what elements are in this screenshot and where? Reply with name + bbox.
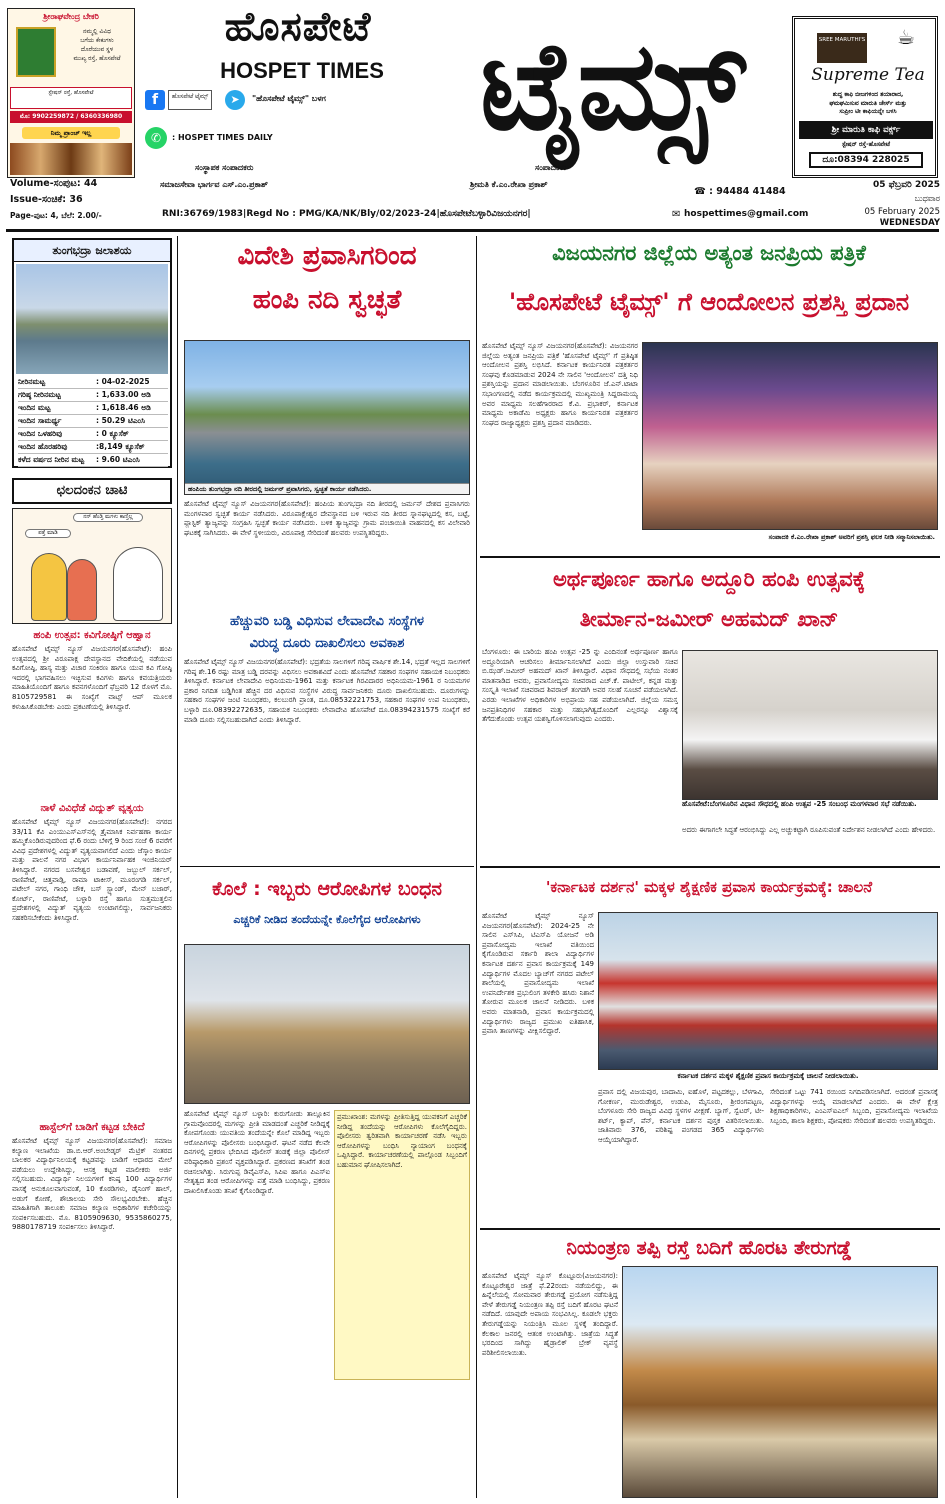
cartoon-title: ಛಲದಂಕನ ಚಾಟಿ <box>12 478 172 504</box>
right-body-3b: ಪ್ರವಾಸ ದಲ್ಲಿ ವಿಜಯಪುರ, ಬಾದಾಮಿ, ಐಹೊಳೆ, ಪಟ್ಟದಕಲ್ಲು, ಬೆಳಗಾವಿ, ಗೋಕರ್ಣ, ಮುರುಡೇಶ್ವರ, ಉಡುಪಿ, ಮೈಸೂರು, ಶ್ರೀರಂಗಪಟ್ಟಣ, ಬೆಂಗಳೂರು ಸೇರಿ ರಾಜ್ಯದ ವಿವಿಧ ಸ್ಥಳಗಳ ವೀಕ್ಷಣೆ. ಬ್ಯಾಗ್, ಸ್ವೆಟರ್, ಟೀ-ಶರ್ಟ್, ಕ್ಯಾಪ್, ಪೆನ್, ಕರ್ನಾಟಕ ದರ್ಶನ ಪುಸ್ತಕ ವಿತರಿಸಲಾಯಿತು. ಜಾತಿವಾರು 376, ಪರಿಶಿಷ್ಟ ಪಂಗಡದ 365 ವಿದ್ಯಾರ್ಥಿಗಳು ಆಯ್ಕೆಯಾಗಿದ್ದಾರೆ. <box>598 1088 764 1144</box>
dam-row-value: : 04-02-2025 <box>96 377 150 386</box>
right-body-2: ಬೆಂಗಳೂರು: ಈ ಬಾರಿಯ ಹಂಪಿ ಉತ್ಸವ -25 ನ್ನು ಎಂದಿನಂತೆ ಅರ್ಥಪೂರ್ಣ ಹಾಗೂ ಅದ್ದೂರಿಯಾಗಿ ಆಚರಿಸಲು ತೀರ್ಮಾನಿಸಲಾಗಿದೆ ಎಂದು ಜಿಲ್ಲಾ ಉಸ್ತುವಾರಿ ಸಚಿವ ಬಿ.ಝಡ್.ಜಮೀರ್ ಅಹಮದ್ ಖಾನ್ ತಿಳಿಸಿದ್ದಾರೆ. ವಿಧಾನ ಸೌಧದಲ್ಲಿ ಸಭೆಯ ನಂತರ ಮಾತನಾಡಿದ ಅವರು, ಪ್ರವಾಸೋದ್ಯಮ ಸಚಿವರಾದ ಎಚ್.ಕೆ. ಪಾಟೀಲ್, ಕನ್ನಡ ಮತ್ತು ಸಂಸ್ಕೃತಿ ಇಲಾಖೆ ಸಚಿವರಾದ ಶಿವರಾಜ್ ತಂಗಡಗಿ ಅವರ ಸಲಹೆ ಸೂಚನೆ ಪಡೆಯಲಾಗಿದೆ. ಎರಡು ಇಲಾಖೆಗಳ ಅಧಿಕಾರಿಗಳ ಅಭಿಪ್ರಾಯ ಸಹ ಪಡೆಯಲಾಗಿದೆ. ಜಿಲ್ಲೆಯ ಸಮಸ್ತ ಜನಪ್ರತಿನಿಧಿಗಳ ಸಹಕಾರ ಮತ್ತು ಸಹಭಾಗಿತ್ವದೊಂದಿಗೆ ಎಲ್ಲರನ್ನೂ ವಿಶ್ವಾಸಕ್ಕೆ ತೆಗೆದುಕೊಂಡು ಉತ್ಸವ ಯಶಸ್ವಿಗೊಳಿಸಲಾಗುವುದು ಎಂದರು. <box>482 648 678 724</box>
dam-row-label: ಇಂದಿನ ಹೊರಹರಿವು <box>18 442 68 451</box>
cartoon-panel <box>12 508 172 624</box>
bakery-ad-title: ಶ್ರೀರಾಘವೇಂದ್ರ ಬೇಕರಿ <box>43 12 99 21</box>
left-body-1: ಹೊಸಪೇಟೆ ಟೈಮ್ಸ್ ನ್ಯೂಸ್ ವಿಜಯನಗರ(ಹೊಸಪೇಟೆ): ಹಂಪಿ ಉತ್ಸವದಲ್ಲಿ ಶ್ರೀ ವಿರೂಪಾಕ್ಷ ದೇವಸ್ಥಾನದ ವೇದಿಕೆಯಲ್ಲಿ ನಡೆಯುವ ಕವಿಗೋಷ್ಠಿ, ಹಾಸ್ಯ ಮತ್ತು ವಿಚಾರ ಸಂಕಿರಣ ಹಾಗೂ ಯುವ ಕವಿ ಗೋಷ್ಠಿ ಇದರಲ್ಲಿ ಭಾಗವಹಿಸಲು ಇಚ್ಛಿಸುವ ಕವಿಗಳು ಹಾಗೂ ಕವಯತ್ರಿಯರು ಮಾಹಿತಿಯೊಂದಿಗೆ ಹಾಗೂ ಕವನಗಳೊಂದಿಗೆ ಫೆಬ್ರವರಿ 12 ರೊಳಗೆ ಮೊ. 8105729581 ಈ ಸಂಖ್ಯೆಗೆ ವಾಟ್ಸ್ ಆಪ್ ಮೂಲಕ ಕಳುಹಿಸಿಕೊಡಬೇಕು ಎಂದು ಪ್ರಕಟಣೆಯಲ್ಲಿ ತಿಳಿಸಿದ್ದಾರೆ. <box>12 645 172 711</box>
cartoon-figure-right <box>113 547 163 621</box>
dam-box <box>12 238 172 468</box>
dam-title: ತುಂಗಭದ್ರಾ ಜಲಾಶಯ <box>14 240 170 262</box>
left-body-3: ಹೊಸಪೇಟೆ ಟೈಮ್ಸ್ ನ್ಯೂಸ್ ವಿಜಯನಗರ(ಹೊಸಪೇಟೆ): ಸಮಾಜ ಕಲ್ಯಾಣ ಇಲಾಖೆಯ ಡಾ.ಬಿ.ಆರ್.ಅಂಬೇಡ್ಕರ್ ಮೆಟ್ರಿಕ್ ನಂತರದ ಬಾಲಕರ ವಿದ್ಯಾರ್ಥಿನಿಲಯಕ್ಕೆ ಕಟ್ಟಡವನ್ನು ಬಾಡಿಗೆ ಆಧಾರದ ಮೇಲೆ ಪಡೆಯಲು ಉದ್ದೇಶಿಸಿದ್ದು, ಆಸಕ್ತ ಕಟ್ಟಡ ಮಾಲೀಕರು ಅರ್ಜಿ ಸಲ್ಲಿಸಬಹುದು. ವಿದ್ಯಾರ್ಥಿ ನಿಲಯಗಳಿಗೆ ಕನಿಷ್ಠ 100 ವಿದ್ಯಾರ್ಥಿಗಳ ವಾಸಕ್ಕೆ ಅನುಕೂಲವಾಗುವಂತೆ, 10 ಕೊಠಡಿಗಳು, ಡೈನಿಂಗ್ ಹಾಲ್, ಅಡುಗೆ ಕೋಣೆ, ಶೌಚಾಲಯ ಸೇರಿ ಸೌಲಭ್ಯವಿರಬೇಕು. ಹೆಚ್ಚಿನ ಮಾಹಿತಿಗಾಗಿ ತಾಲೂಕು ಸಮಾಜ ಕಲ್ಯಾಣ ಅಧಿಕಾರಿಗಳ ಕಚೇರಿಯನ್ನು ಸಂಪರ್ಕಿಸಬಹುದು. ಮೊ. 8105909630, 9535860275, 9880178719 ಸಂಪರ್ಕಿಸಲು ತಿಳಿಸಿದ್ದಾರೆ. <box>12 1137 172 1232</box>
tea-ad <box>792 16 938 178</box>
price: Page-ಪುಟ: 4, ಬೆಲೆ: 2.00/- <box>10 211 102 220</box>
bakery-address-bar: ಸ್ಟೇಷನ್ ರಸ್ತೆ, ಹೊಸಪೇಟೆ <box>10 87 132 109</box>
editor-label: ಸಂಪಾದಕರು <box>535 163 567 172</box>
mid-headline-2b: ವಿರುದ್ಧ ದೂರು ದಾಖಲಿಸಲು ಅವಕಾಶ <box>249 636 405 651</box>
masthead-rule <box>6 229 939 232</box>
dam-table <box>18 376 168 467</box>
dam-photo <box>16 264 168 374</box>
meeting-photo <box>682 650 938 800</box>
bakery-line2: ಬಗೆಯ ಕೇಕುಗಳು <box>80 37 114 44</box>
dam-row <box>18 402 168 415</box>
right-body-1: ಹೊಸಪೇಟೆ ಟೈಮ್ಸ್ ನ್ಯೂಸ್ ವಿಜಯನಗರ(ಹೊಸಪೇಟೆ): ವಿಜಯನಗರ ಜಿಲ್ಲೆಯ ಅತ್ಯಂತ ಜನಪ್ರಿಯ ಪತ್ರಿಕೆ 'ಹೊಸಪೇಟೆ ಟೈಮ್ಸ್' ಗೆ ಪ್ರತಿಷ್ಠಿತ ಆಂದೋಲನ ಪ್ರಶಸ್ತಿ ಲಭಿಸಿದೆ. ಕರ್ನಾಟಕ ಕಾರ್ಯನಿರತ ಪತ್ರಕರ್ತರ ಸಂಘವು ಕೊಡಮಾಡುವ 2024 ನೇ ಸಾಲಿನ 'ಆಂದೋಲನ' ದತ್ತಿ ನಿಧಿ ಪ್ರಶಸ್ತಿಯನ್ನು ಪ್ರದಾನ ಮಾಡಲಾಯಿತು. ಬೆಂಗಳೂರಿನ ಜೆ.ಎನ್.ಟಾಟಾ ಸಭಾಂಗಣದಲ್ಲಿ ನಡೆದ ಕಾರ್ಯಕ್ರಮದಲ್ಲಿ ಮುಖ್ಯಮಂತ್ರಿ ಸಿದ್ದರಾಮಯ್ಯ ಅವರ ಮಾಧ್ಯಮ ಸಲಹೆಗಾರರಾದ ಕೆ.ವಿ. ಪ್ರಭಾಕರ್, ಕರ್ನಾಟಕ ಮಾಧ್ಯಮ ಅಕಾಡೆಮಿ ಅಧ್ಯಕ್ಷರು ಹಾಗೂ ಕಾರ್ಯನಿರತ ಪತ್ರಕರ್ತರ ಸಂಘದ ರಾಜ್ಯಾಧ್ಯಕ್ಷರು ಪ್ರಶಸ್ತಿ ಪ್ರದಾನ ಮಾಡಿದರು. <box>482 342 638 427</box>
right-headline-5: ನಿಯಂತ್ರಣ ತಪ್ಪಿ ರಸ್ತೆ ಬದಿಗೆ ಹೊರಟ ತೇರುಗಡ್ಡೆ <box>566 1237 852 1259</box>
left-headline-1: ಹಂಪಿ ಉತ್ಸವ: ಕವಿಗೋಷ್ಠಿಗೆ ಆಹ್ವಾನ <box>33 630 151 641</box>
fb-page-label: ಹೊಸಪೇಟೆ ಟೈಮ್ಸ್ <box>168 90 212 110</box>
award-caption: ಸಂಪಾದಕಿ ಕೆ.ಎಂ.ರೇಖಾ ಪ್ರಕಾಶ್ ಅವರಿಗೆ ಪ್ರಶಸ್ತಿ ಫಲಕ ನೀಡಿ ಸನ್ಮಾನಿಸಲಾಯಿತು. <box>482 532 938 544</box>
mid-headline-1a: ವಿದೇಶಿ ಪ್ರವಾಸಿಗರಿಂದ <box>237 241 417 271</box>
dam-row-value: : 0 ಕ್ಯೂಸೆಕ್ <box>96 429 129 438</box>
tea-phone: ದೂ:08394 228025 <box>809 152 923 168</box>
cleanup-caption: ಹಂಪಿಯ ತುಂಗಭದ್ರಾ ನದಿ ತೀರದಲ್ಲಿ ಜರ್ಮನ್ ಪ್ರವಾಸಿಗರು, ಸ್ವಚ್ಛತೆ ಕಾರ್ಯ ನಡೆಸಿದರು. <box>185 483 469 494</box>
mid-headline-1b: ಹಂಪಿ ನದಿ ಸ್ವಚ್ಛತೆ <box>252 285 402 315</box>
right-body-2b: ಅದರು ಈಗಾಗಲೇ ಸಿದ್ಧತೆ ಆರಂಭಿಸಿದ್ದು ಎಲ್ಲ ಅಚ್ಚುಕಟ್ಟಾಗಿ ರೂಪಿಸುವಂತೆ ನಿರ್ದೇಶನ ನೀಡಲಾಗಿದೆ ಎಂದು ಹೇಳಿದರು. <box>682 826 936 834</box>
day-en: WEDNESDAY <box>879 218 940 228</box>
tea-cup-icon: ☕ <box>897 25 915 49</box>
left-body-2: ಹೊಸಪೇಟೆ ಟೈಮ್ಸ್ ನ್ಯೂಸ್ ವಿಜಯನಗರ(ಹೊಸಪೇಟೆ): ನಗರದ 33/11 ಕೆವಿ ಎಂಯುಎಸ್ಎಸ್‌ನಲ್ಲಿ ತ್ರೈಮಾಸಿಕ ನಿರ್ವಹಣಾ ಕಾರ್ಯ ಹಮ್ಮಿಕೊಂಡಿರುವುದರಿಂದ ಫೆ.6 ರಂದು ಬೆಳಿಗ್ಗೆ 9 ರಿಂದ ಸಂಜೆ 6 ರವರೆಗೆ ವಿವಿಧ ಪ್ರದೇಶಗಳಲ್ಲಿ ವಿದ್ಯುತ್ ವ್ಯತ್ಯಯವಾಗಲಿದೆ ಎಂದು ಜೆಸ್ಕಾಂ ಕಾರ್ಯ ಮತ್ತು ಪಾಲನೆ ನಗರ ವಿಭಾಗ ಕಾರ್ಯನಿರ್ವಾಹಕ ಇಂಜಿನಿಯರ್ ತಿಳಿಸಿದ್ದಾರೆ. ನಗರದ ಬಸವೇಶ್ವರ ಬಡಾವಣೆ, ಜಬ್ಬುಲ್ ಸರ್ಕಲ್, ರಾಣಿಪೇಟೆ, ಚಿತ್ತವಾಡ್ಗಿ, ರಾಮಾ ಟಾಕೀಸ್, ಮೂರಂಗಡಿ ಸರ್ಕಲ್, ಪಟೇಲ್ ನಗರ, ಗಾಂಧಿ ಚೌಕ, ಬಸ್ ಸ್ಟ್ಯಾಂಡ್, ಮೇನ್ ಬಜಾರ್, ಕೋರ್ಟ್, ರಾಣಿಪೇಟೆ, ಬಳ್ಳಾರಿ ರಸ್ತೆ ಹಾಗೂ ಸುತ್ತಮುತ್ತಲಿನ ಪ್ರದೇಶಗಳಲ್ಲಿ ವಿದ್ಯುತ್ ವ್ಯತ್ಯಯ ಉಂಟಾಗಲಿದ್ದು, ಸಾರ್ವಜನಿಕರು ಸಹಕರಿಸಬೇಕೆಂದು ತಿಳಿಸಿದ್ದಾರೆ. <box>12 818 172 922</box>
mid-body-1: ಹೊಸಪೇಟೆ ಟೈಮ್ಸ್ ನ್ಯೂಸ್ ವಿಜಯನಗರ(ಹೊಸಪೇಟೆ): ಹಂಪಿಯ ತುಂಗಭದ್ರಾ ನದಿ ತೀರದಲ್ಲಿ ಜರ್ಮನ್ ದೇಶದ ಪ್ರವಾಸಿಗರು ಮಂಗಳವಾರ ಸ್ವಚ್ಛತೆ ಕಾರ್ಯ ನಡೆಸಿದರು. ವಿರೂಪಾಕ್ಷೇಶ್ವರ ದೇವಸ್ಥಾನದ ಬಳಿ ಇರುವ ನದಿ ತೀರದ ಸ್ನಾನಘಟ್ಟದಲ್ಲಿ ಕಸ, ಬಟ್ಟೆ, ಪ್ಲಾಸ್ಟಿಕ್ ತ್ಯಾಜ್ಯವನ್ನು ಸಂಗ್ರಹಿಸಿ ಸ್ವಚ್ಛತೆ ಕಾರ್ಯ ನಡೆಸಿದರು. ಬಳಿಕ ತ್ಯಾಜ್ಯವನ್ನು ಗ್ರಾಮ ಪಂಚಾಯಿತಿ ವಾಹನದಲ್ಲಿ ಕಸ ವಿಲೇವಾರಿ ಘಟಕಕ್ಕೆ ಸಾಗಿಸಿದರು. ಈ ವೇಳೆ ಸ್ಥಳೀಯರು, ವಿರೂಪಾಕ್ಷ ಸೇರಿದಂತೆ ಹಲವರು ಉಪಸ್ಥಿತರಿದ್ದರು. <box>184 500 470 537</box>
dam-row <box>18 415 168 428</box>
tea-shop: ಶ್ರೀ ಮಾರುತಿ ಕಾಫಿ ವರ್ಕ್ಸ್ <box>799 121 933 139</box>
tea-line2: ಘಮಘಮಿಸುವ ಮಾರುತಿ ಚೇರ್ಸ್ ಮತ್ತು <box>829 99 907 107</box>
telegram-label: "ಹೊಸಪೇಟೆ ಟೈಮ್ಸ್" ಬಳಗ <box>252 94 326 103</box>
mid-headline-3b: ಎಚ್ಚರಿಕೆ ನೀಡಿದ ತಂದೆಯನ್ನೇ ಕೊಲೆಗೈದ ಆರೋಪಿಗಳು <box>233 913 421 926</box>
cartoon-figure-left <box>31 553 67 621</box>
bus-photo <box>598 912 938 1070</box>
right-divider-2 <box>480 866 940 868</box>
left-headline-3: ಹಾಸ್ಟೆಲ್‌ಗೆ ಬಾಡಿಗೆ ಕಟ್ಟಡ ಬೇಕಿದೆ <box>39 1122 145 1133</box>
rni-line: RNI:36769/1983|Regd No : PMG/KA/NK/Bly/02/2023-24|ಹೊಸಪೇಟೆಬಳ್ಳಾರಿವಿಜಯನಗರ| <box>162 209 531 219</box>
dam-row <box>18 441 168 454</box>
whatsapp-icon[interactable]: ✆ <box>145 127 167 149</box>
tea-line3: ಸುಪ್ರೀಂ ಟೀ ಕಾಫಿಯನ್ನೇ ಬಳಸಿ <box>839 108 897 115</box>
english-title: HOSPET TIMES <box>220 58 384 83</box>
big-title: ಟೈಮ್ಸ್ <box>480 15 745 157</box>
chariot-photo <box>622 1266 938 1498</box>
bakery-line4: ಮುಖ್ಯ ರಸ್ತೆ, ಹೊಸಪೇಟೆ <box>73 55 121 62</box>
facebook-icon[interactable]: f <box>145 90 165 110</box>
dam-row-label: ಇಂದಿನ ಸಾಮರ್ಥ್ಯ <box>18 416 62 425</box>
mail-icon: ✉ <box>672 209 681 220</box>
bakery-phone: ಮೊ: 9902259872 / 6360336980 <box>10 111 132 123</box>
bakery-line3: ದೊರೆಯುವ ಸ್ಥಳ <box>80 46 114 53</box>
dam-row-label: ಗರಿಷ್ಠ ನೀರಿನಮಟ್ಟ <box>18 390 61 399</box>
dam-row <box>18 428 168 441</box>
right-headline-3b: ತೀರ್ಮಾನ-ಜಮೀರ್ ಅಹಮದ್ ಖಾನ್ <box>579 607 839 631</box>
day-kn: ಬುಧವಾರ <box>914 194 940 203</box>
speech-bubble-1: ನನ್ ಹೆಂಡ್ತಿ ಮಗಳು ಕಾಣ್ತಿಲ್ಲ <box>73 513 143 522</box>
meeting-caption: ಹೊಸಪೇಟೆ:ಬೆಂಗಳೂರಿನ ವಿಧಾನ ಸೌಧದಲ್ಲಿ ಹಂಪಿ ಉತ್ಸವ -25 ಸಂಬಂಧ ಮಂಗಳವಾರ ಸಭೆ ನಡೆಯಿತು. <box>682 800 917 808</box>
phone-number: ☎ : 94484 41484 <box>694 186 786 197</box>
right-body-3: ಹೊಸಪೇಟೆ ಟೈಮ್ಸ್ ನ್ಯೂಸ್ ವಿಜಯನಗರ(ಹೊಸಪೇಟೆ): 2024-25 ನೇ ಸಾಲಿನ ಎಸ್‌ಸಿಪಿ, ಟಿಎಸ್‌ಪಿ ಯೋಜನೆ ಅಡಿ ಪ್ರವಾಸೋದ್ಯಮ ಇಲಾಖೆ ವತಿಯಿಂದ ಕೈಗೊಂಡಿರುವ ಸರ್ಕಾರಿ ಶಾಲಾ ವಿದ್ಯಾರ್ಥಿಗಳ ಕರ್ನಾಟಕ ದರ್ಶನ ಪ್ರವಾಸ ಕಾರ್ಯಕ್ರಮಕ್ಕೆ 149 ವಿದ್ಯಾರ್ಥಿಗಳ ಮೊದಲ ಬ್ಯಾಚ್‌ಗೆ ನಗರದ ಪಟೇಲ್ ಶಾಲೆಯಲ್ಲಿ ಪ್ರವಾಸೋದ್ಯಮ ಇಲಾಖೆ ಉಪನಿರ್ದೇಶಕ ಪ್ರಭುಲಿಂಗ ತಳಕೇರಿ ಹಸಿರು ನಿಶಾನೆ ತೋರುವ ಮೂಲಕ ಚಾಲನೆ ನೀಡಿದರು. ಬಳಿಕ ಅವರು ಮಾತನಾಡಿ, ಪ್ರವಾಸ ಕಾರ್ಯಕ್ರಮದಲ್ಲಿ ವಿದ್ಯಾರ್ಥಿಗಳು ರಾಜ್ಯದ ಪ್ರಮುಖ ಐತಿಹಾಸಿಕ, ಪ್ರವಾಸಿ ತಾಣಗಳನ್ನು ವೀಕ್ಷಿಸಲಿದ್ದಾರೆ. <box>482 912 594 1036</box>
issue: Issue-ಸಂಚಿಕೆ: 36 <box>10 194 83 205</box>
dam-row-value: : 1,633.00 ಅಡಿ <box>96 390 151 399</box>
right-body-3c: ಸೇರಿದಂತೆ ಒಟ್ಟು 741 ರಯಿಂದ ನಿಗದಿಪಡಿಸಲಾಗಿದೆ. ಅದರಂತೆ ಪ್ರವಾಸಕ್ಕೆ ವಿದ್ಯಾರ್ಥಿಗಳನ್ನು ಆಯ್ಕೆ ಮಾಡಲಾಗಿದೆ ಎಂದರು. ಈ ವೇಳೆ ಕ್ಷೇತ್ರ ಶಿಕ್ಷಣಾಧಿಕಾರಿಗಳು, ಎಂಎಸ್‌ಐಎಲ್ ಸಿಬ್ಬಂದಿ, ಪ್ರವಾಸೋದ್ಯಮ ಇಲಾಖೆಯ ಸಿಬ್ಬಂದಿ, ಶಾಲಾ ಶಿಕ್ಷಕರು, ಪೋಷಕರು ಸೇರಿದಂತೆ ಹಲವರು ಉಪಸ್ಥಿತರಿದ್ದರು. <box>770 1088 938 1125</box>
award-photo <box>642 342 938 530</box>
bakery-branch: ನಿಮ್ಮ ಪ್ರಾಂಚ್ ಇಲ್ಲ <box>22 127 120 139</box>
col-rule-2 <box>476 236 477 1498</box>
bakery-cakes-image <box>10 143 132 175</box>
editor-name: ಶ್ರೀಮತಿ ಕೆ.ಎಂ.ರೇಖಾ ಪ್ರಕಾಶ್ <box>470 180 548 189</box>
tea-name: Supreme Tea <box>811 65 925 85</box>
right-headline-3a: ಅರ್ಥಪೂರ್ಣ ಹಾಗೂ ಅದ್ದೂರಿ ಹಂಪಿ ಉತ್ಸವಕ್ಕೆ <box>552 567 866 591</box>
dam-row-value: :8,149 ಕ್ಯೂಸೆಕ್ <box>96 442 145 451</box>
email[interactable]: hospettimes@gmail.com <box>684 209 809 219</box>
dam-row <box>18 454 168 467</box>
tea-brand: SREE MARUTHI'S <box>817 33 867 63</box>
dam-row-label: ಇಂದಿನ ಮಟ್ಟ <box>18 403 51 412</box>
dam-row-label: ಕಳೆದ ವರ್ಷದ ನೀರಿನ ಮಟ್ಟ <box>18 455 85 464</box>
mid-headline-3a: ಕೊಲೆ : ಇಬ್ಬರು ಆರೋಪಿಗಳ ಬಂಧನ <box>212 878 442 900</box>
date-kn: 05 ಫೆಬ್ರವರಿ 2025 <box>873 180 940 190</box>
whatsapp-label: : HOSPET TIMES DAILY <box>172 133 273 142</box>
mid-body-3: ಹೊಸಪೇಟೆ ಟೈಮ್ಸ್ ನ್ಯೂಸ್ ಬಳ್ಳಾರಿ: ಕುರುಗೋಡು ತಾಲ್ಲೂಕಿನ ಗ್ರಾಮವೊಂದರಲ್ಲಿ ಮಗಳನ್ನು ಪ್ರೀತಿ ಮಾಡದಂತೆ ಎಚ್ಚರಿಕೆ ನೀಡಿದ್ದಕ್ಕೆ ಕೋಪಗೊಂಡು ಯುವತಿಯ ತಂದೆಯನ್ನೇ ಕೊಲೆ ಮಾಡಿದ್ದ ಇಬ್ಬರು ಆರೋಪಿಗಳನ್ನು ಪೊಲೀಸರು ಬಂಧಿಸಿದ್ದಾರೆ. ಘಟನೆ ನಡೆದ ಕೆಲವೇ ದಿನಗಳಲ್ಲಿ ಪ್ರಕರಣ ಭೇದಿಸಿದ ಪೊಲೀಸ್ ತಂಡಕ್ಕೆ ಜಿಲ್ಲಾ ಪೊಲೀಸ್ ವರಿಷ್ಠಾಧಿಕಾರಿ ಪ್ರಶಂಸೆ ವ್ಯಕ್ತಪಡಿಸಿದ್ದಾರೆ. ಪ್ರಕರಣದ ತನಿಖೆಗೆ ತಂಡ ರಚಿಸಲಾಗಿತ್ತು. ಸಿರುಗುಪ್ಪ ಡಿವೈಎಸ್‌ಪಿ, ಸಿಪಿಐ ಹಾಗೂ ಪಿಎಸ್‌ಐ ನೇತೃತ್ವದ ತಂಡ ಆರೋಪಿಗಳನ್ನು ಪತ್ತೆ ಮಾಡಿ ಬಂಧಿಸಿದ್ದು, ಪ್ರಕರಣ ದಾಖಲಿಸಿಕೊಂಡು ತನಿಖೆ ಕೈಗೊಂಡಿದ್ದಾರೆ. <box>184 1110 330 1195</box>
right-body-4: ಹೊಸಪೇಟೆ ಟೈಮ್ಸ್ ನ್ಯೂಸ್ ಕೊಟ್ಟೂರು(ವಿಜಯನಗರ): ಕೊಟ್ಟೂರೇಶ್ವರ ಜಾತ್ರೆ ಫೆ.22ರಂದು ನಡೆಯಲಿದ್ದು, ಈ ಹಿನ್ನೆಲೆಯಲ್ಲಿ ಸೋಮವಾರ ತೇರುಗಡ್ಡೆ ಪ್ರಯೋಗ ನಡೆಸುತ್ತಿದ್ದ ವೇಳೆ ತೇರುಗಡ್ಡೆ ನಿಯಂತ್ರಣ ತಪ್ಪಿ ರಸ್ತೆ ಬದಿಗೆ ಹೊರಟ ಘಟನೆ ನಡೆದಿದೆ. ಯಾವುದೇ ಅಪಾಯ ಸಂಭವಿಸಿಲ್ಲ. ಕೂಡಲೇ ಭಕ್ತರು ತೇರುಗಡ್ಡೆಯನ್ನು ನಿಯಂತ್ರಿಸಿ ಮೂಲ ಸ್ಥಳಕ್ಕೆ ತಂದಿದ್ದಾರೆ. ಕೆಲಕಾಲ ಜನರಲ್ಲಿ ಆತಂಕ ಉಂಟಾಗಿತ್ತು. ಜಾತ್ರೆಯ ಸಿದ್ಧತೆ ಭರದಿಂದ ಸಾಗಿದ್ದು ಹೈಡ್ರಾಲಿಕ್ ಬ್ರೇಕ್ ವ್ಯವಸ್ಥೆ ಪರಿಶೀಲಿಸಲಾಯಿತು. <box>482 1272 618 1357</box>
dam-row <box>18 376 168 389</box>
mid-divider <box>180 866 474 867</box>
bakery-line1: ನಮ್ಮಲ್ಲಿ ವಿವಿಧ <box>83 28 111 35</box>
cleanup-photo <box>184 340 470 495</box>
right-headline-2: 'ಹೊಸಪೇಟೆ ಟೈಮ್ಸ್' ಗೆ ಆಂದೋಲನ ಪ್ರಶಸ್ತಿ ಪ್ರದಾನ <box>508 288 910 316</box>
police-photo <box>184 944 470 1104</box>
speech-bubble-2: ಪತ್ತೆ ಮಾಡಿ <box>25 529 71 538</box>
kannada-title: ಹೊಸಪೇಟೆ <box>224 4 372 50</box>
dam-row-label: ನೀರಿನಮಟ್ಟ <box>18 377 46 386</box>
bus-caption: ಕರ್ನಾಟಕ ದರ್ಶನ ಮಕ್ಕಳ ಶೈಕ್ಷಣಿಕ ಪ್ರವಾಸ ಕಾರ್ಯಕ್ರಮಕ್ಕೆ ಚಾಲನೆ ನೀಡಲಾಯಿತು. <box>677 1072 859 1080</box>
cartoon-figure-mid <box>67 559 97 621</box>
dam-row <box>18 389 168 402</box>
tea-address: ಸ್ಟೇಷನ್ ರಸ್ತೆ-ಹೊಸಪೇಟೆ <box>841 141 891 148</box>
volume: Volume-ಸಂಪುಟ: 44 <box>10 178 98 189</box>
founder-label: ಸಂಸ್ಥಾಪಕ ಸಂಪಾದಕರು <box>195 163 254 172</box>
date-en: 05 February 2025 <box>864 207 940 217</box>
bakery-ad <box>7 8 135 178</box>
mid-headline-2a: ಹೆಚ್ಚುವರಿ ಬಡ್ಡಿ ವಿಧಿಸುವ ಲೇವಾದೇವಿ ಸಂಸ್ಥೆಗಳ <box>230 614 424 629</box>
telegram-icon[interactable]: ➤ <box>225 90 245 110</box>
right-headline-4: 'ಕರ್ನಾಟಕ ದರ್ಶನ' ಮಕ್ಕಳ ಶೈಕ್ಷಣಿಕ ಪ್ರವಾಸ ಕಾರ್ಯಕ್ರಮಕ್ಕೆ: ಚಾಲನೆ <box>545 878 873 896</box>
mid-sidebox: ಪ್ರಮುಖಾಂಶ: ಮಗಳನ್ನು ಪ್ರೀತಿಸುತ್ತಿದ್ದ ಯುವಕನಿಗೆ ಎಚ್ಚರಿಕೆ ನೀಡಿದ್ದ ತಂದೆಯನ್ನು ಆರೋಪಿಗಳು ಕೊಲೆಗೈದಿದ್ದರು. ಪೊಲೀಸರು ತ್ವರಿತವಾಗಿ ಕಾರ್ಯಾಚರಣೆ ನಡೆಸಿ ಇಬ್ಬರು ಆರೋಪಿಗಳನ್ನು ಬಂಧಿಸಿ ನ್ಯಾಯಾಂಗ ಬಂಧನಕ್ಕೆ ಒಪ್ಪಿಸಿದ್ದಾರೆ. ಕಾರ್ಯಾಚರಣೆಯಲ್ಲಿ ಪಾಲ್ಗೊಂಡ ಸಿಬ್ಬಂದಿಗೆ ಬಹುಮಾನ ಘೋಷಿಸಲಾಗಿದೆ. <box>334 1110 470 1380</box>
mid-body-2: ಹೊಸಪೇಟೆ ಟೈಮ್ಸ್ ನ್ಯೂಸ್ ವಿಜಯನಗರ(ಹೊಸಪೇಟೆ): ಭದ್ರತೆಯ ಸಾಲಗಳಿಗೆ ಗರಿಷ್ಠ ವಾರ್ಷಿಕ ಶೇ.14, ಭದ್ರತೆ ಇಲ್ಲದ ಸಾಲಗಳಿಗೆ ಗರಿಷ್ಠ ಶೇ.16 ರಷ್ಟು ಮಾತ್ರ ಬಡ್ಡಿ ದರವನ್ನು ವಿಧಿಸಲು ಅವಕಾಶವಿದೆ ಎಂದು ಹೊಸಪೇಟೆ ಸಹಕಾರ ಸಂಘಗಳ ಸಹಾಯಕ ನಿಬಂಧಕರು ತಿಳಿಸಿದ್ದಾರೆ. ಕರ್ನಾಟಕ ಲೇವಾದೇವಿ ಅಧಿನಿಯಮ-1961 ಮತ್ತು ಕರ್ನಾಟಕ ಗಿರವಿದಾರರ ಅಧಿನಿಯಮ-1961 ರ ನಿಯಮಗಳ ಪ್ರಕಾರ ನಿಗದಿತ ಬಡ್ಡಿಗಿಂತ ಹೆಚ್ಚಿನ ದರ ವಿಧಿಸುವ ಸಂಸ್ಥೆಗಳ ವಿರುದ್ಧ ಸಾರ್ವಜನಿಕರು ದೂರು ದಾಖಲಿಸಬಹುದು. ದೂರುಗಳನ್ನು ಸಹಕಾರ ಸಂಘಗಳ ಜಂಟಿ ನಿಬಂಧಕರು, ಕಲಬುರಗಿ ಪ್ರಾಂತ, ದೂ.08532221753, ಸಹಕಾರ ಸಂಘಗಳ ಉಪ ನಿಬಂಧಕರು, ಬಳ್ಳಾರಿ ದೂ.08392272635, ಸಹಾಯಕ ನಿಬಂಧಕರು ಲೇವಾದೇವಿ ಹೊಸಪೇಟೆ ದೂ.08394231575 ಸಂಖ್ಯೆಗೆ ಕರೆ ಮಾಡಿ ದೂರು ಸಲ್ಲಿಸಬಹುದಾಗಿದೆ ಎಂದು ತಿಳಿಸಿದ್ದಾರೆ. <box>184 658 470 724</box>
right-divider-3 <box>480 1228 940 1230</box>
dam-row-value: : 9.60 ಟಿಎಂಸಿ <box>96 455 140 464</box>
dam-row-value: : 50.29 ಟಿಎಂಸಿ <box>96 416 145 425</box>
bakery-logo <box>16 27 56 77</box>
tea-line1: ಶುದ್ಧ ಕಾಫಿ ಬೀಜಗಳಿಂದ ತಯಾರಾದ, <box>832 91 904 98</box>
dam-row-value: : 1,618.46 ಅಡಿ <box>96 403 151 412</box>
right-divider-1 <box>480 556 940 558</box>
left-headline-2: ನಾಳೆ ವಿವಿಧೆಡೆ ವಿದ್ಯುತ್ ವ್ಯತ್ಯಯ <box>40 803 144 814</box>
col-rule-1 <box>177 236 178 1498</box>
dam-row-label: ಇಂದಿನ ಒಳಹರಿವು <box>18 429 63 438</box>
right-headline-1: ವಿಜಯನಗರ ಜಿಲ್ಲೆಯ ಅತ್ಯಂತ ಜನಪ್ರಿಯ ಪತ್ರಿಕೆ <box>552 241 866 265</box>
founder-name: ಸಮಾಜಸೇವಾ ಭಾರ್ಗವ ಎಸ್.ಎಂ.ಪ್ರಕಾಶ್ <box>160 180 268 189</box>
